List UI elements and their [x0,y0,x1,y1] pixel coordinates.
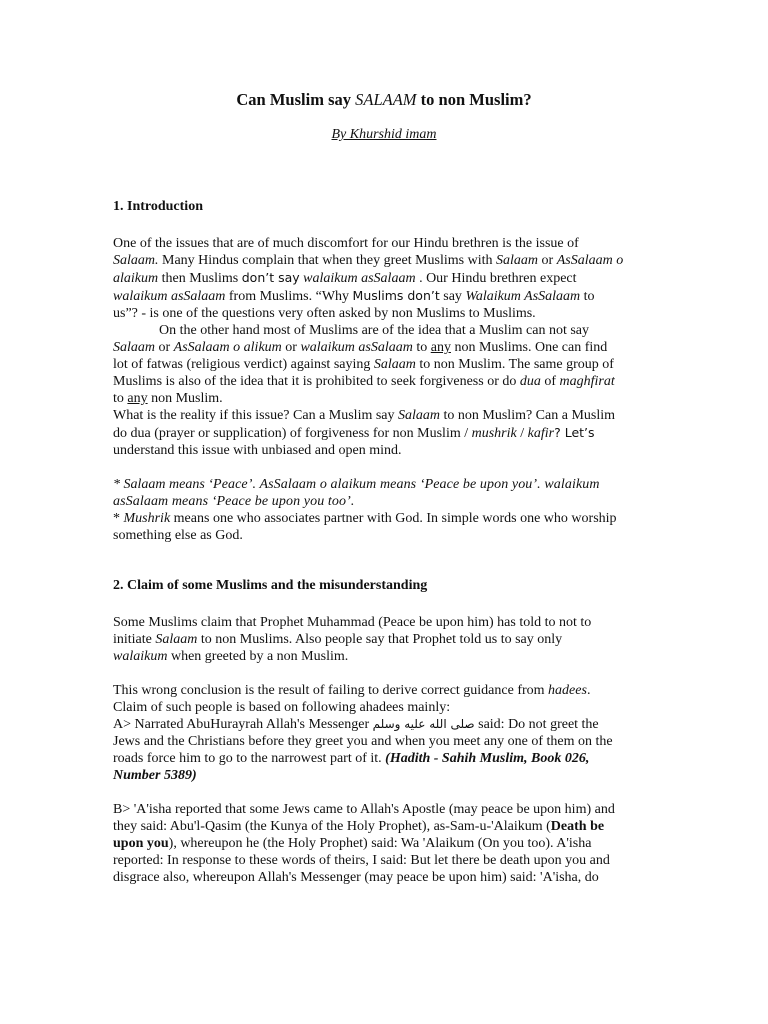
section-heading-claim: 2. Claim of some Muslims and the misunderstanding [113,578,428,593]
document-body [113,198,661,886]
intro-paragraph-2: On the other hand most of Muslims are of the idea that a Muslim can not say [159,323,590,338]
hadith-citation: (Hadith - Sahih Muslim, Book 026, [385,751,590,766]
byline: By Khurshid imam [331,127,437,142]
intro-paragraph-3: What is the reality if this issue? Can a Muslim say Salaam to non Muslim? Can a Muslim do dua (prayer or supplication) of forgiveness for non Muslim / mushrik / kafir? Let’s understand this issue with unbiased and open mind. [113,408,616,458]
title-emphasis: SALAAM [355,90,417,109]
claim-paragraph-3: B> 'A'isha reported that some Jews came to Allah's Apostle (may peace be upon him) and they said: Abu'l-Qasim (the Kunya of the Holy Prophet), as-Sam-u-'Alaikum (Death be upon you), whereupon he (the Holy Prophet) said: Wa 'Alaikum (On you too). A'isha reported: In response to these words of theirs, I said: But let there be death upon you and disgrace also, whereupon Allah's Messenger (may peace be upon him) said: 'A'isha, do [113,802,615,885]
title-text: Can Muslim say [236,90,356,109]
title-text-end: to non Muslim? [416,90,532,109]
page-title [0,90,768,110]
arabic-salutation: صلى الله عليه وسلم [372,717,475,731]
note-mushrik: * Mushrik means one who associates partner with God. In simple words one who worship something else as God. [113,511,617,543]
claim-paragraph-1: Some Muslims claim that Prophet Muhammad (Peace be upon him) has told to not to initiate Salaam to non Muslims. Also people say that Prophet told us to say only walaikum when greeted by a non Muslim. [113,615,592,664]
intro-paragraph-2-cont: Salaam or AsSalaam o alikum or walaikum asSalaam to any non Muslims. One can find lot of fatwas (religious verdict) against saying Salaam to non Muslim. The same group of Muslims is also of the idea that it is prohibited to seek forgiveness or do dua of maghfirat to any non Muslim. [113,340,615,406]
intro-paragraph-1: One of the issues that are of much discomfort for our Hindu brethren is the issue of Salaam. Many Hindus complain that when they greet Muslims with Salaam or AsSalaam o alaikum then Muslims don’t say walaikum asSalaam . Our Hindu brethren expect walaikum asSalaam from Muslims. “Why Muslims don’t say Walaikum AsSalaam to us”? - is one of the questions very often asked by non Muslims to Muslims. [113,236,624,321]
claim-paragraph-2: This wrong conclusion is the result of failing to derive correct guidance from hadees. Claim of such people is based on following ahadees mainly: A> Narrated AbuHurayrah Allah's Messenger صلى الله عليه وسلم said: Do not greet the Jews and the Christians before they greet you and when you meet any one of them on the roads force him to go to the narrowest part of it. (Hadith - Sahih Muslim, Book 026, Number 5389) [113,683,613,783]
note-salaam: * Salaam means ‘Peace’. AsSalaam o alaikum means ‘Peace be upon you’. walaikum asSalaam means ‘Peace be upon you too’. [113,477,600,509]
section-heading-introduction: 1. Introduction [113,199,203,214]
